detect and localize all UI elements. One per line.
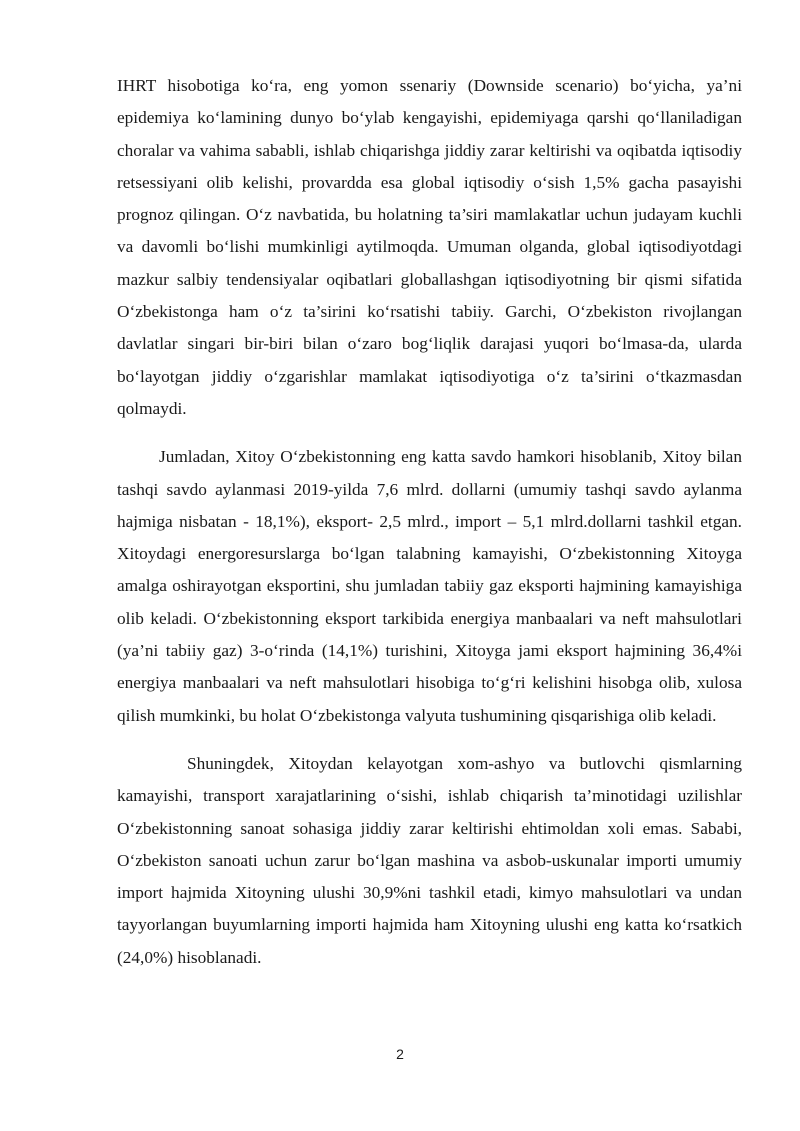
body-text [117, 70, 742, 974]
paragraph-china-trade: Jumladan, Xitoy O‘zbekistonning eng katta savdo hamkori hisoblanib, Xitoy bilan tashqi savdo aylanmasi 2019-yilda 7,6 mlrd. dollarni (umumiy tashqi savdo aylanma hajmiga nisbatan - 18,1%), eksport- 2,5 mlrd., import – 5,1 mlrd.dollarni tashkil etgan. Xitoydagi energoresurslarga bo‘lgan talabning kamayishi, O‘zbekistonning Xitoyga amalga oshirayotgan eksportini, shu jumladan tabiiy gaz eksporti hajmining kamayishiga olib keladi. O‘zbekistonning eksport tarkibida energiya manbaalari va neft mahsulotlari (ya’ni tabiiy gaz) 3-o‘rinda (14,1%) turishini, Xitoyga jami eksport hajmining 36,4%i energiya manbaalari va neft mahsulotlari hisobiga to‘g‘ri kelishini hisobga olib, xulosa qilish mumkinki, bu holat O‘zbekistonga valyuta tushumining qisqarishiga olib keladi. [117, 447, 742, 725]
paragraph-ihrt-scenario: IHRT hisobotiga ko‘ra, eng yomon ssenariy (Downside scenario) bo‘yicha, ya’ni epidemiya ko‘lamining dunyo bo‘ylab kengayishi, epidemiyaga qarshi qo‘llaniladigan choralar va vahima sababli, ishlab chiqarishga jiddiy zarar keltirishi va oqibatda iqtisodiy retsessiyani olib kelishi, provardda esa global iqtisodiy o‘sish 1,5% gacha pasayishi prognoz qilingan. O‘z navbatida, bu holatning ta’siri mamlakatlar uchun judayam kuchli va davomli bo‘lishi mumkinligi aytilmoqda. Umuman olganda, global iqtisodiyotdagi mazkur salbiy tendensiyalar oqibatlari globallashgan iqtisodiyotning bir qismi sifatida O‘zbekistonga ham o‘z ta’sirini ko‘rsatishi tabiiy. Garchi, O‘zbekiston rivojlangan davlatlar singari bir-biri bilan o‘zaro bog‘liqlik darajasi yuqori bo‘lmasa-da, ularda bo‘layotgan jiddiy o‘zgarishlar mamlakat iqtisodiyotiga o‘z ta’sirini o‘tkazmasdan qolmaydi. [117, 76, 742, 418]
page-number: 2 [396, 1046, 404, 1062]
paragraph-industry-impact: Shuningdek, Xitoydan kelayotgan xom-ashyo va butlovchi qismlarning kamayishi, transport xarajatlarining o‘sishi, ishlab chiqarish ta’minotidagi uzilishlar O‘zbekistonning sanoat sohasiga jiddiy zarar keltirishi ehtimoldan xoli emas. Sababi, O‘zbekiston sanoati uchun zarur bo‘lgan mashina va asbob-uskunalar importi umumiy import hajmida Xitoyning ulushi 30,9%ni tashkil etadi, kimyo mahsulotlari va undan tayyorlangan buyumlarning importi hajmida ham Xitoyning ulushi eng katta ko‘rsatkich (24,0%) hisoblanadi. [117, 753, 742, 967]
